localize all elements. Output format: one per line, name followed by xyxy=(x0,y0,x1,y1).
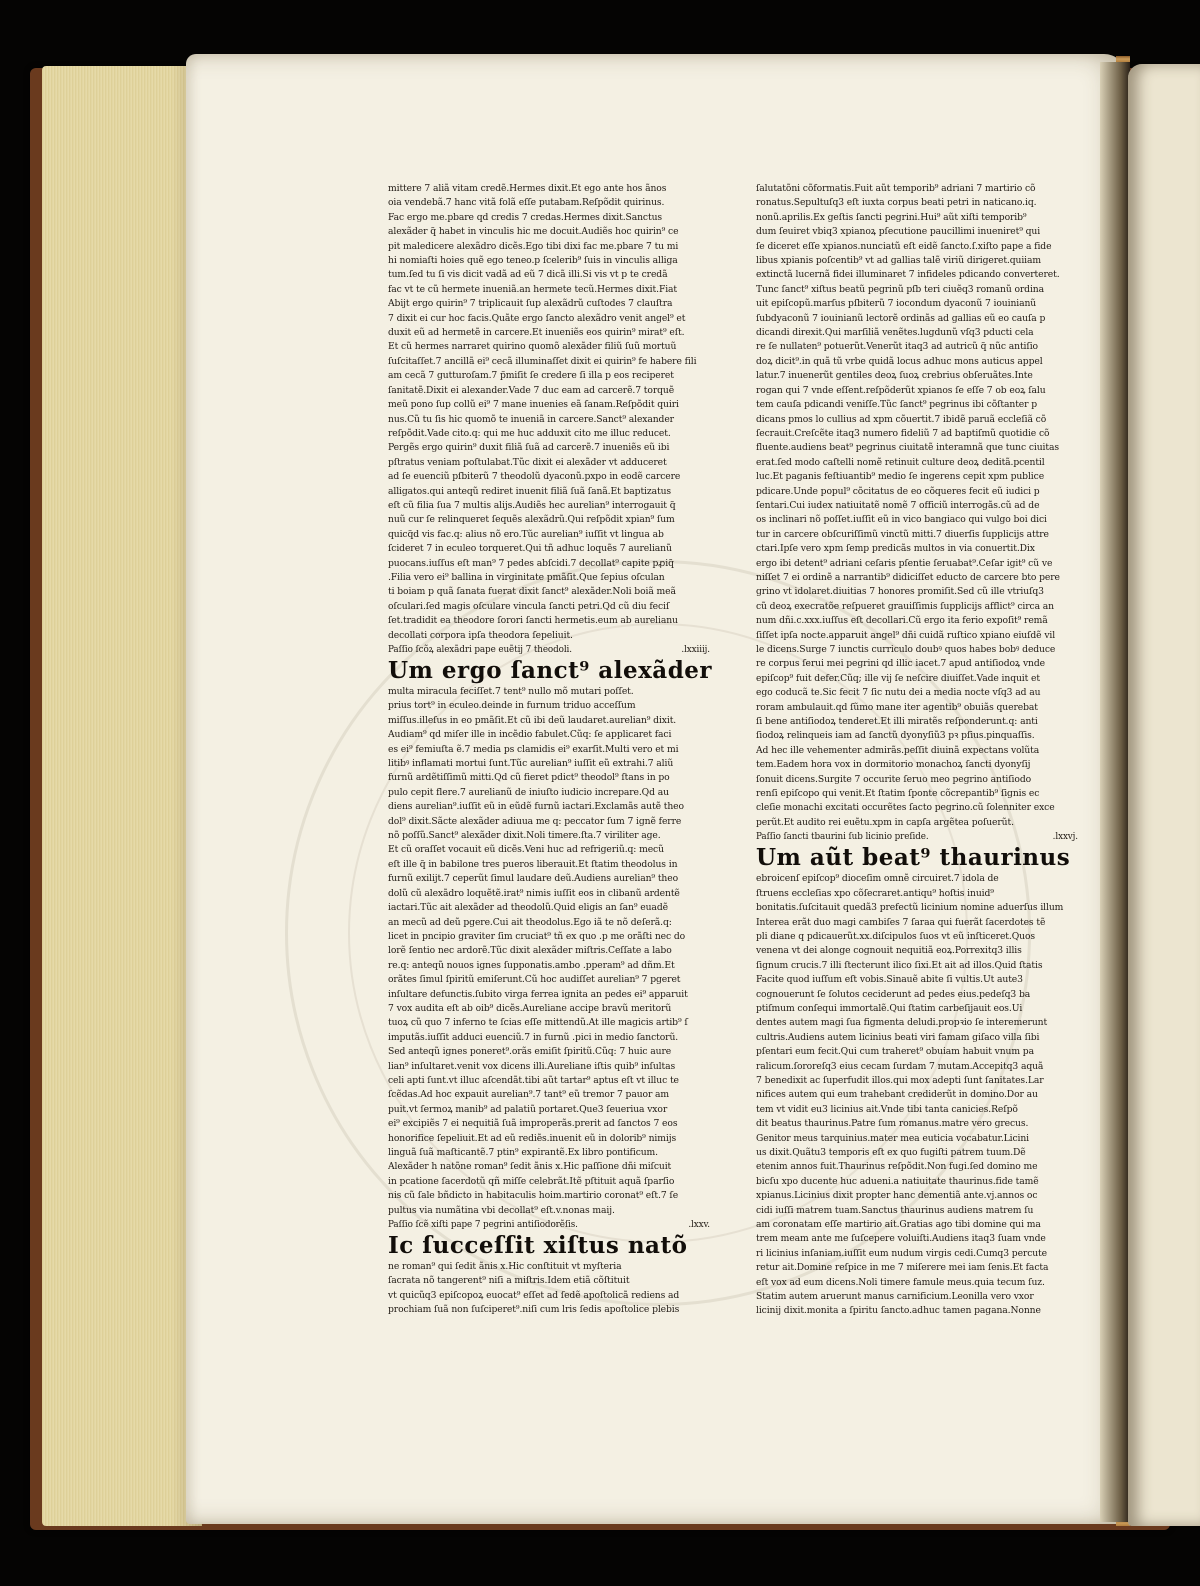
text-line: retur ait.Domine reſpice in me 7 miſerere mei iam ſenis.Et facta xyxy=(756,1262,1049,1274)
text-line: pli diane q pdicauerũt.xx.diſcipulos ſuos vt eũ inſticeret.Quos xyxy=(756,930,1036,942)
text-line: tur in carcere obſcuriſſimũ vinctũ mitti.7 diuerſis ſupplicijs attre xyxy=(756,528,1049,540)
text-line: pdicare.Unde popul⁹ cõcitatus de eo cõqueres fecit eũ iudici p xyxy=(756,485,1040,497)
chapter-heading: Ic ſucceſſit xiſtus natõ xyxy=(388,1232,688,1260)
text-line: nus.Cũ tu ſis hic quomõ te inueniã in carcere.Sanct⁹ alexander xyxy=(388,413,674,425)
text-line: .Filia vero ei⁹ ballina in virginitate pmãſit.Que ſepius oſculan xyxy=(388,571,665,583)
text-line: roram ambulauit.qd ſũmo mane iter agentib⁹ obuiãs querebat xyxy=(756,701,1038,713)
text-line: ebroicenſ epiſcop⁹ dioceſim omnẽ circuiret.7 idola de xyxy=(756,873,999,885)
text-line: Fac ergo me.pbare qd credis 7 credas.Hermes dixit.Sanctus xyxy=(388,211,662,223)
rubric-text: Paſſio ſcõꝝ alexãdri pape euẽtij 7 theodoli. xyxy=(388,645,572,655)
page-edges xyxy=(42,66,202,1526)
text-line: cidi iuſſi matrem tuam.Sanctus thaurinus audiens matrem ſu xyxy=(756,1204,1034,1216)
chapter-number: .lxxv. xyxy=(688,1220,710,1231)
text-line: dolũ cũ alexãdro loquẽtẽ.irat⁹ nimis iuſſit eos in clibanũ ardentẽ xyxy=(388,887,680,899)
text-line: luc.Et paganis feſtiuantib⁹ medio ſe ingerens cepit xpm publice xyxy=(756,471,1045,483)
text-line: prius tort⁹ in eculeo.deinde in furnum triduo acceſſum xyxy=(388,700,636,712)
text-line: ſe diceret eſſe xpianos.nunciatũ eſt eidẽ ſancto.ſ.xiſto pape a fide xyxy=(756,240,1052,252)
text-line: ſignum crucis.7 illi ſtecterunt ilico ſixi.Et ait ad illos.Quid ſtatis xyxy=(756,959,1043,971)
text-line: celi apti ſunt.vt illuc aſcendãt.tibi aũt tartar⁹ aptus eſt vt illuc te xyxy=(388,1074,679,1086)
right-text-column xyxy=(756,182,1078,1319)
text-line: Genitor meus tarquinius.mater mea euticia vocabatur.Licini xyxy=(756,1132,1030,1144)
text-line: latur.7 inuenerũt gentiles deoꝝ ſuoꝝ crebrius obſeruãtes.Inte xyxy=(756,370,1033,382)
rubric-text: Paſſio ſancti tbaurini ſub licinio preſide. xyxy=(756,832,929,843)
text-line: furnũ ardẽtiſſimũ mitti.Qd cũ fieret pdict⁹ theodol⁹ ſtans in po xyxy=(388,772,670,784)
text-line: ſanitatẽ.Dixit ei alexander.Vade 7 duc eam ad carcerẽ.7 torquẽ xyxy=(388,384,675,396)
text-line: eſt cũ filia ſua 7 multis alijs.Audiẽs hec aurelian⁹ interrogauit q̃ xyxy=(388,499,676,511)
text-line: puit.vt ſermoꝝ manib⁹ ad palatiũ portaret.Que3 ſeueriua vxor xyxy=(388,1103,668,1115)
text-line: orãtes ſimul ſpiritũ emiſerunt.Cũ hoc audiſſet aurelian⁹ 7 pgeret xyxy=(388,974,681,986)
text-line: dicans pmos lo cullius ad xpm cõuertit.7 ibidẽ paruã eccleſiã cõ xyxy=(756,413,1047,425)
text-line: nõ poſſũ.Sanct⁹ alexãder dixit.Noli timere.ſta.7 viriliter age. xyxy=(388,830,661,842)
text-line: 7 dixit ei cur hoc facis.Quãte ergo ſancto alexãdro venit angel⁹ et xyxy=(388,312,686,324)
text-line: ſentari.Cui iudex natiuitatẽ nomẽ 7 officiũ interrogãs.cũ ad de xyxy=(756,499,1040,511)
text-line: trem meam ante me ſuſcepere voluiſti.Audiens itaq3 ſuam vnde xyxy=(756,1233,1046,1245)
text-line: dentes autem magi ſua figmenta deludi.propꝛio ſe interemerunt xyxy=(756,1017,1048,1029)
text-line: grino vt idolaret.diuitias 7 honores promiſit.Sed cũ ille vtriuſq3 xyxy=(756,586,1044,598)
rubric-line xyxy=(388,1218,710,1232)
text-line: ralicum.ſororeſq3 eius cecam ſurdam 7 mutam.Accepitq3 aquã xyxy=(756,1060,1044,1072)
text-line: tem vt vidit eu3 licinius ait.Vnde tibi tanta canicies.Reſpõ xyxy=(756,1103,1018,1115)
text-line: imputãs.iuſſit adduci euenciũ.7 in furnũ .pici in medio ſanctorũ. xyxy=(388,1031,679,1043)
text-line: ſcideret 7 in eculeo torqueret.Qui tñ adhuc loquẽs 7 aurelianũ xyxy=(388,543,672,555)
text-line: dicandi direxit.Qui marſiliã venẽtes.lugdunũ vſq3 pducti cela xyxy=(756,327,1034,339)
text-line: cũ deoꝝ execratõe reſpueret grauiſſimis ſupplicijs afflict⁹ circa an xyxy=(756,600,1054,612)
text-line: ſonuit dicens.Surgite 7 occurite ſeruo meo pegrino antiſiodo xyxy=(756,773,1032,785)
left-column-text-block xyxy=(388,182,710,643)
rubric-text: Paſſio ſcẽ xiſti pape 7 pegrini antiſiodorẽſis. xyxy=(388,1220,578,1231)
text-line: ctari.Ipſe vero xpm ſemp predicãs multos in via conuertit.Dix xyxy=(756,543,1035,555)
rubric-line xyxy=(388,643,710,657)
text-line: oia vendebã.7 hanc vitã folã eſſe putabam.Reſpõdit quirinus. xyxy=(388,197,665,209)
text-line: Audiam⁹ qd miſer ille in incẽdio fabulet.Cũq: ſe applicaret faci xyxy=(388,729,672,741)
text-line: ſiodoꝝ relinqueis iam ad ſanctũ dyonyſiũ3 pꝛ pſius.pinquaſſis. xyxy=(756,730,1035,742)
text-line: vt quicũq3 epiſcopoꝝ euocat⁹ eſſet ad ſedẽ apoſtolicã rediens ad xyxy=(388,1289,680,1301)
text-line: extinctã lucernã fidei illuminaret 7 infideles pdicando converteret. xyxy=(756,269,1060,281)
chapter-number: .lxxiiij. xyxy=(681,645,710,655)
text-line: ſi bene antiſiodoꝝ tenderet.Et illi miratẽs reſponderunt.q: anti xyxy=(756,716,1038,728)
chapter-heading: Um aũt beat⁹ thaurinus xyxy=(756,844,1071,872)
text-line: pſtratus veniam poſtulabat.Tũc dixit ei alexãder vt adduceret xyxy=(388,456,667,468)
text-line: re.q: anteqũ nouos ignes ſupponatis.ambo .pperam⁹ ad dñm.Et xyxy=(388,959,675,971)
text-line: alexãder q̃ habet in vinculis hic me docuit.Audiẽs hoc quirin⁹ ce xyxy=(388,226,679,238)
text-line: tem.Eadem hora vox in dormitorio monachoꝝ ſancti dyonyſij xyxy=(756,759,1031,771)
text-line: multa miracula feciſſet.7 tent⁹ nullo mõ mutari poſſet. xyxy=(388,686,634,697)
text-line: venena vt dei alonge cognouit nequitiã eoꝝ.Porrexitq3 illis xyxy=(756,945,1022,957)
text-line: nuũ cur ſe relinqueret ſequẽs alexãdrũ.Qui reſpõdit xpian⁹ ſum xyxy=(388,514,675,526)
text-line: diens aurelian⁹.iuſſit eũ in eũdẽ furnũ iactari.Exclamãs autẽ theo xyxy=(388,801,684,813)
text-line: Pergẽs ergo quirin⁹ duxit filiã ſuã ad carcerẽ.7 inueniẽs eũ ibi xyxy=(388,442,670,454)
text-line: re corpus ſerui mei pegrini qd illic iacet.7 apud antiſiodoꝝ vnde xyxy=(756,658,1045,670)
text-line: am cecã 7 gutturoſam.7 p̃miſit ſe credere ſi illa p eos reciperet xyxy=(388,370,674,382)
text-line: ergo ibi detent⁹ adriani ceſaris pſentie ſeruabat⁹.Ceſar igit⁹ cũ ve xyxy=(756,557,1053,569)
text-line: ſiſſet ipſa nocte.apparuit angel⁹ dñi cuidã ruſtico xpiano eiuſdẽ vil xyxy=(756,629,1056,641)
text-line: pſentari eum fecit.Qui cum traheret⁹ obuiam habuit vnum pa xyxy=(756,1046,1034,1058)
text-line: us dixit.Quãtu3 temporis eſt ex quo fugiſti patrem tuum.Dẽ xyxy=(756,1147,1026,1158)
text-line: dit beatus thaurinus.Patre ſum romanus.matre vero grecus. xyxy=(756,1118,1029,1130)
text-line: ptiſmum conſequi immortalẽ.Qui ſtatim carbeſijauit eos.Ui xyxy=(756,1002,1023,1014)
book-gutter xyxy=(1100,62,1130,1522)
text-line: cultris.Audiens autem licinius beati viri famam giſaco villa ſibi xyxy=(756,1031,1040,1043)
text-line: ti boiam p quã ſanata fuerat dixit ſanct⁹ alexãder.Noli boiã meã xyxy=(388,586,676,598)
text-line: ſubdyaconũ 7 iouinianũ lectorẽ ordinãs ad gallias eũ eo cauſa p xyxy=(756,312,1046,324)
text-line: ſcẽdas.Ad hoc expauit aurelian⁹.7 tant⁹ eũ tremor 7 pauor am xyxy=(388,1089,670,1101)
text-line: re ſe nullaten⁹ potuerũt.Venerũt itaq3 ad autricũ q̃ nũc antiſio xyxy=(756,341,1038,353)
text-line: niſſet 7 ei ordinẽ a narrantib⁹ didiciſſet educto de carcere bto pere xyxy=(756,571,1060,583)
text-line: tum.ſed tu ſi vis dicit vadã ad eũ 7 dicã illi.Si vis vt p te credã xyxy=(388,269,668,281)
text-line: erat.ſed modo caſtelli nomẽ retinuit culture deoꝝ deditã.pcentil xyxy=(756,456,1045,468)
text-line: alligatos.qui anteqũ rediret inuenit filiã ſuã ſanã.Et baptizatus xyxy=(388,485,672,497)
text-line: nifices autem qui eum trahebant crediderũt in domino.Dor au xyxy=(756,1089,1038,1101)
text-line: ego coducã te.Sic fecit 7 ſic nutu dei a media nocte vſq3 ad au xyxy=(756,687,1041,699)
text-line: litibꝰ inflamati mortui ſunt.Tũc aurelian⁹ iuſſit eũ extrahi.7 aliũ xyxy=(388,758,674,770)
text-line: am coronatam eſſe martirio ait.Gratias ago tibi domine qui ma xyxy=(756,1219,1041,1231)
left-column-text-block xyxy=(388,685,710,1218)
text-line: reſpõdit.Vade cito.q: qui me huc adduxit cito me illuc reducet. xyxy=(388,427,671,439)
text-line: lian⁹ inſultaret.venit vox dicens illi.Aureliane iſtis quib⁹ inſultas xyxy=(388,1060,676,1072)
text-line: eſt vox ad eum dicens.Noli timere famule meus.quia tecum ſuz. xyxy=(756,1276,1045,1288)
text-line: duxit eũ ad hermetẽ in carcere.Et inueniẽs eos quirin⁹ mirat⁹ eſt. xyxy=(388,327,685,339)
text-line: ſuſcitaſſet.7 ancillã ei⁹ cecã illuminaſſet dixit ei quirin⁹ fe habere fili xyxy=(388,355,697,367)
right-column-text-block xyxy=(756,872,1078,1319)
text-line: inſultare defunctis.ſubito virga ferrea ignita an pedes ei⁹ apparuit xyxy=(388,988,688,1000)
text-line: pit maledicere alexãdro dicẽs.Ego tibi dixi fac me.pbare 7 tu mi xyxy=(388,240,679,252)
text-line: libus xpianis poſcentib⁹ vt ad gallias talẽ viriũ dirigeret.quiiam xyxy=(756,255,1042,267)
text-line: meũ pono ſup collũ ei⁹ 7 mane inuenies eã ſanam.Reſpõdit quiri xyxy=(388,399,679,411)
text-line: perũt.Et audito rei euẽtu.xpm in capſa argẽtea poſuerũt. xyxy=(756,816,1014,828)
text-line: tuoꝝ cũ quo 7 inferno te ſcias eſſe mittendũ.At ille magicis artib⁹ ſ xyxy=(388,1017,688,1029)
text-line: puocans.iuſſus eſt man⁹ 7 pedes abſcidi.7 decollat⁹ capite pꝓiq̃ xyxy=(388,557,674,569)
text-line: licet in pncipio graviter ſim cruciat⁹ tñ ex quo .p me orãſti nec do xyxy=(388,930,686,942)
text-line: rogan qui 7 vnde eſſent.reſpõderũt xpianos ſe eſſe 7 ob eoꝝ ſalu xyxy=(756,384,1046,396)
text-line: pulo cepit flere.7 aurelianũ de iniuſto iudicio increpare.Qd au xyxy=(388,786,669,798)
text-line: oſculari.ſed magis oſculare vincula ſancti petri.Qd cũ diu feciſ xyxy=(388,600,670,612)
text-line: lorẽ ſentio nec ardorẽ.Tũc dixit alexãder miſtris.Ceſſate a labo xyxy=(388,945,672,957)
text-line: le dicens.Surge 7 iunctis curriculo doubꝰ quos habes bobꝰ deduce xyxy=(756,644,1056,655)
text-line: nis cũ ſale bñdicto in habitaculis hoim.martirio coronat⁹ eſt.7 ſe xyxy=(388,1190,679,1202)
text-line: 7 vox audita eſt ab oib⁹ dicẽs.Aureliane accipe bravũ meritorũ xyxy=(388,1002,672,1014)
text-line: prochiam ſuã non ſuſciperet⁹.niſi cum lris ſedis apoſtolice plebis xyxy=(388,1304,680,1316)
left-text-column xyxy=(388,182,713,1318)
text-line: Alexãder h natõne roman⁹ ſedit ãnis x.Hic paſſione dñi miſcuit xyxy=(388,1161,672,1173)
left-column-text-block xyxy=(388,1260,710,1318)
text-line: os inclinari nõ poſſet.iuſſit eũ in vico bangiaco qui vulgo boi dici xyxy=(756,514,1047,526)
text-line: miſſus.illeſus in eo pmãſit.Et cũ ibi deũ laudaret.aurelian⁹ dixit. xyxy=(388,714,677,726)
right-column-text-block xyxy=(756,182,1078,830)
text-line: mittere 7 aliã vitam credẽ.Hermes dixit.Et ego ante hos ãnos xyxy=(388,183,667,194)
text-line: Sed anteqũ ignes poneret⁹.orãs emiſit ſpiritũ.Cũq: 7 huic aure xyxy=(388,1046,672,1058)
rubric-line xyxy=(756,830,1078,844)
text-line: cognouerunt ſe ſolutos ceciderunt ad pedes eius.pedeſq3 ba xyxy=(756,988,1031,1000)
text-line: xpianus.Licinius dixit propter hanc dementiã ante.vj.annos oc xyxy=(756,1190,1038,1202)
text-line: es ei⁹ femiuſta ẽ.7 media ps clamidis ei⁹ exarſit.Multi vero et mi xyxy=(388,743,679,755)
text-line: num dñi.c.xxx.iuſſus eſt decollari.Cũ ergo ita ferio expoſit⁹ remã xyxy=(756,615,1048,627)
text-line: fac vt te cũ hermete inueniã.an hermete tecũ.Hermes dixit.Fiat xyxy=(388,283,678,295)
text-line: renſi epiſcopo qui venit.Et ſtatim ſponte cõcrepantib⁹ ſignis ec xyxy=(756,788,1040,800)
text-line: bonitatis.ſuſcitauit quedã3 prefectũ licinium nomine aduerſus illum xyxy=(756,902,1064,914)
text-line: Interea erãt duo magi cambiſes 7 ſaraa qui fuerãt ſacerdotes tẽ xyxy=(756,916,1046,928)
text-line: Abijt ergo quirin⁹ 7 triplicauit ſup alexãdrũ cuſtodes 7 clauſtra xyxy=(388,298,673,310)
text-line: uit epiſcopũ.marſus pſbiterũ 7 iocondum dyaconũ 7 iouinianũ xyxy=(756,298,1037,310)
text-line: ſecrauit.Creſcẽte itaq3 numero fideliũ 7 ad baptiſmũ quotidie cõ xyxy=(756,427,1050,439)
text-line: furnũ exilijt.7 ceperũt ſimul laudare deũ.Audiens aurelian⁹ theo xyxy=(388,873,679,885)
text-line: Statim autem aruerunt manus carnificium.Leonilla vero vxor xyxy=(756,1291,1034,1303)
text-line: doꝝ dicit⁹.in quã tũ vrbe quidã locus adhuc mons auticus appel xyxy=(756,355,1043,367)
text-line: in pcatione ſacerdotũ qñ miſſe celebrãt.Itẽ pſtituit aquã ſparſio xyxy=(388,1175,675,1187)
text-line: eſt ille q̃ in babilone tres pueros liberauit.Et ſtatim theodolus in xyxy=(388,858,678,870)
chapter-number: .lxxvj. xyxy=(1052,832,1078,843)
text-line: Et cũ hermes narraret quirino quomõ alexãder filiũ ſuũ mortuũ xyxy=(388,341,677,353)
text-line: ad ſe euenciũ pſbiterũ 7 theodolũ dyaconũ.pxpo in eodẽ carcere xyxy=(388,471,681,483)
text-line: hi nomiaſti hoies quẽ ego teneo.p ſcelerib⁹ ſuis in vinculis alliga xyxy=(388,255,678,267)
text-line: linguã ſuã maſticantẽ.7 ptin⁹ expirantẽ.Ex libro pontificum. xyxy=(388,1147,658,1158)
text-line: Ad hec ille vehementer admirãs.peſſit diuinã expectans volũta xyxy=(756,744,1040,756)
text-line: cleſie monachi excitati occurẽtes ſacto pegrino.cũ ſolenniter exce xyxy=(756,802,1055,814)
text-line: Tunc ſanct⁹ xiſtus beatũ pegrinũ pſb teri ciuẽq3 romanũ ordina xyxy=(756,283,1044,295)
text-line: ronatus.Sepultuſq3 eſt iuxta corpus beati petri in naticano.iq. xyxy=(756,197,1037,209)
text-line: decollati corpora ipſa theodora ſepeliuit. xyxy=(388,629,573,641)
text-line: ſacrata nõ tangerent⁹ niſi a miſtris.Idem etiã cõſtituit xyxy=(388,1275,630,1287)
chapter-heading: Um ergo ſanct⁹ alexãder xyxy=(388,657,713,684)
text-line: 7 benedixit ac ſuperfudit illos.qui mox adepti ſunt ſanitates.Lar xyxy=(756,1074,1044,1086)
facing-page xyxy=(1128,64,1200,1526)
text-line: bicſu xpo ducente huc adueni.a natiuitate thaurinus.fide tamẽ xyxy=(756,1175,1039,1187)
text-line: ne roman⁹ qui ſedit ãnis x.Hic conſtituit vt myſteria xyxy=(388,1261,622,1273)
text-line: dol⁹ dixit.Sãcte alexãder adiuua me q: peccator ſum 7 ignẽ ferre xyxy=(388,815,682,827)
text-line: licinij dixit.monita a ſpiritu ſancto.adhuc tamen pagana.Nonne xyxy=(756,1305,1041,1317)
text-line: Et cũ oraſſet vocauit eũ dicẽs.Veni huc ad refrigeriũ.q: mecũ xyxy=(388,844,664,856)
text-line: an mecũ ad deũ pgere.Cui ait theodolus.Ego iã te nõ deſerã.q: xyxy=(388,916,672,928)
text-line: epiſcop⁹ fuit defer.Cũq; ille vij ſe neſcire diuiſſet.Vade inquit et xyxy=(756,672,1040,684)
text-line: iactari.Tũc ait alexãder ad theodolũ.Quid eligis an ſan⁹ euadẽ xyxy=(388,902,668,914)
text-line: honorifice ſepeliuit.Et ad eũ rediẽs.inuenit eũ in dolorib⁹ nimijs xyxy=(388,1132,677,1144)
text-line: ri licinius inſaniam.iuſſit eum nudum virgis cedi.Cumq3 percute xyxy=(756,1247,1047,1259)
text-line: pultus via numãtina vbi decollat⁹ eſt.v.nonas maij. xyxy=(388,1204,615,1216)
text-line: ſalutatõni cõformatis.Fuit aũt temporib⁹ adriani 7 martirio cõ xyxy=(756,183,1036,194)
text-line: etenim annos fuit.Thaurinus reſpõdit.Non fugi.ſed domino me xyxy=(756,1161,1038,1173)
text-line: Facite quod iuſſum eſt vobis.Sinauẽ abite ſi vultis.Ut aute3 xyxy=(756,974,1023,986)
text-line: ſet.tradidit ea theodore ſorori ſancti hermetis.eum ab aurelianu xyxy=(388,615,678,627)
text-line: ſtruens eccleſias xpo cõſecraret.antiqu⁹ hoſtis inuid⁹ xyxy=(756,887,994,899)
text-line: quicq̃d vis fac.q: alius nõ ero.Tũc aurelian⁹ iuſſit vt lingua ab xyxy=(388,528,664,540)
text-line: fluente.audiens beat⁹ pegrinus ciuitatẽ interamnã que tunc ciuitas xyxy=(756,442,1059,454)
text-line: dum ſeuiret vbiq3 xpianoꝝ pſecutione paucillimi inueniret⁹ qui xyxy=(756,226,1041,238)
text-line: ei⁹ excipiẽs 7 ei nequitiã ſuã improperãs.prerit ad ſanctos 7 eos xyxy=(388,1118,678,1130)
text-line: nonũ.aprilis.Ex geſtis ſancti pegrini.Hui⁹ aũt xiſti temporib⁹ xyxy=(756,211,1027,223)
text-line: tem cauſa pdicandi veniſſe.Tũc ſanct⁹ pegrinus ibi cõſtanter p xyxy=(756,399,1038,411)
